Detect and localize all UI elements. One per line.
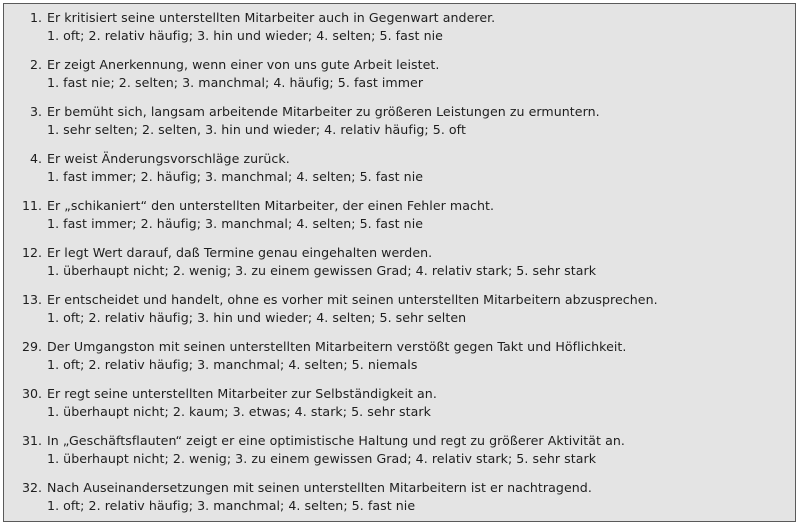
item-number: 31. xyxy=(21,433,42,448)
item-answer-scale: 1. oft; 2. relativ häufig; 3. manchmal; 4. selten; 5. niemals xyxy=(47,357,418,372)
item-number: 30. xyxy=(21,386,42,401)
questionnaire-panel xyxy=(3,3,796,522)
item-answer-scale: 1. überhaupt nicht; 2. wenig; 3. zu einem gewissen Grad; 4. relativ stark; 5. sehr stark xyxy=(47,451,597,466)
item-answer-scale: 1. fast immer; 2. häufig; 3. manchmal; 4. selten; 5. fast nie xyxy=(47,169,424,184)
item-answer-scale: 1. fast immer; 2. häufig; 3. manchmal; 4. selten; 5. fast nie xyxy=(47,216,424,231)
item-question: Er bemüht sich, langsam arbeitende Mitarbeiter zu größeren Leistungen zu ermuntern. xyxy=(47,104,600,119)
questionnaire-item xyxy=(4,385,794,425)
questionnaire-item xyxy=(4,150,794,190)
item-number: 12. xyxy=(21,245,42,260)
item-answer-scale: 1. sehr selten; 2. selten, 3. hin und wieder; 4. relativ häufig; 5. oft xyxy=(47,122,466,137)
item-question: Er regt seine unterstellten Mitarbeiter zur Selbständigkeit an. xyxy=(47,386,437,401)
questionnaire-item xyxy=(4,432,794,472)
item-question: Nach Auseinandersetzungen mit seinen unterstellten Mitarbeitern ist er nachtragend. xyxy=(47,480,592,495)
item-answer-scale: 1. fast nie; 2. selten; 3. manchmal; 4. häufig; 5. fast immer xyxy=(47,75,424,90)
item-question: Der Umgangston mit seinen unterstellten Mitarbeitern verstößt gegen Takt und Höflichkeit. xyxy=(47,339,627,354)
item-answer-scale: 1. überhaupt nicht; 2. wenig; 3. zu einem gewissen Grad; 4. relativ stark; 5. sehr stark xyxy=(47,263,597,278)
item-answer-scale: 1. oft; 2. relativ häufig; 3. manchmal; 4. selten; 5. fast nie xyxy=(47,498,416,513)
item-question: In „Geschäftsflauten“ zeigt er eine optimistische Haltung und regt zu größerer Aktivität an. xyxy=(47,433,625,448)
item-answer-scale: 1. überhaupt nicht; 2. kaum; 3. etwas; 4. stark; 5. sehr stark xyxy=(47,404,431,419)
item-number: 2. xyxy=(29,57,42,72)
item-question: Er entscheidet und handelt, ohne es vorher mit seinen unterstellten Mitarbeitern abzusprechen. xyxy=(47,292,658,307)
item-number: 11. xyxy=(21,198,42,213)
item-question: Er kritisiert seine unterstellten Mitarbeiter auch in Gegenwart anderer. xyxy=(47,10,496,25)
questionnaire-item xyxy=(4,103,794,143)
item-answer-scale: 1. oft; 2. relativ häufig; 3. hin und wieder; 4. selten; 5. fast nie xyxy=(47,28,443,43)
questionnaire-item xyxy=(4,338,794,378)
questionnaire-item xyxy=(4,9,794,49)
item-number: 32. xyxy=(21,480,42,495)
questionnaire-item xyxy=(4,479,794,519)
questionnaire-item xyxy=(4,291,794,331)
item-number: 3. xyxy=(29,104,42,119)
item-number: 4. xyxy=(29,151,42,166)
item-number: 13. xyxy=(21,292,42,307)
item-number: 1. xyxy=(29,10,42,25)
item-question: Er legt Wert darauf, daß Termine genau eingehalten werden. xyxy=(47,245,433,260)
item-question: Er „schikaniert“ den unterstellten Mitarbeiter, der einen Fehler macht. xyxy=(47,198,495,213)
item-question: Er zeigt Anerkennung, wenn einer von uns gute Arbeit leistet. xyxy=(47,57,440,72)
questionnaire-item xyxy=(4,56,794,96)
item-answer-scale: 1. oft; 2. relativ häufig; 3. hin und wieder; 4. selten; 5. sehr selten xyxy=(47,310,467,325)
item-question: Er weist Änderungsvorschläge zurück. xyxy=(47,151,290,166)
questionnaire-item xyxy=(4,197,794,237)
questionnaire-item xyxy=(4,244,794,284)
item-number: 29. xyxy=(21,339,42,354)
